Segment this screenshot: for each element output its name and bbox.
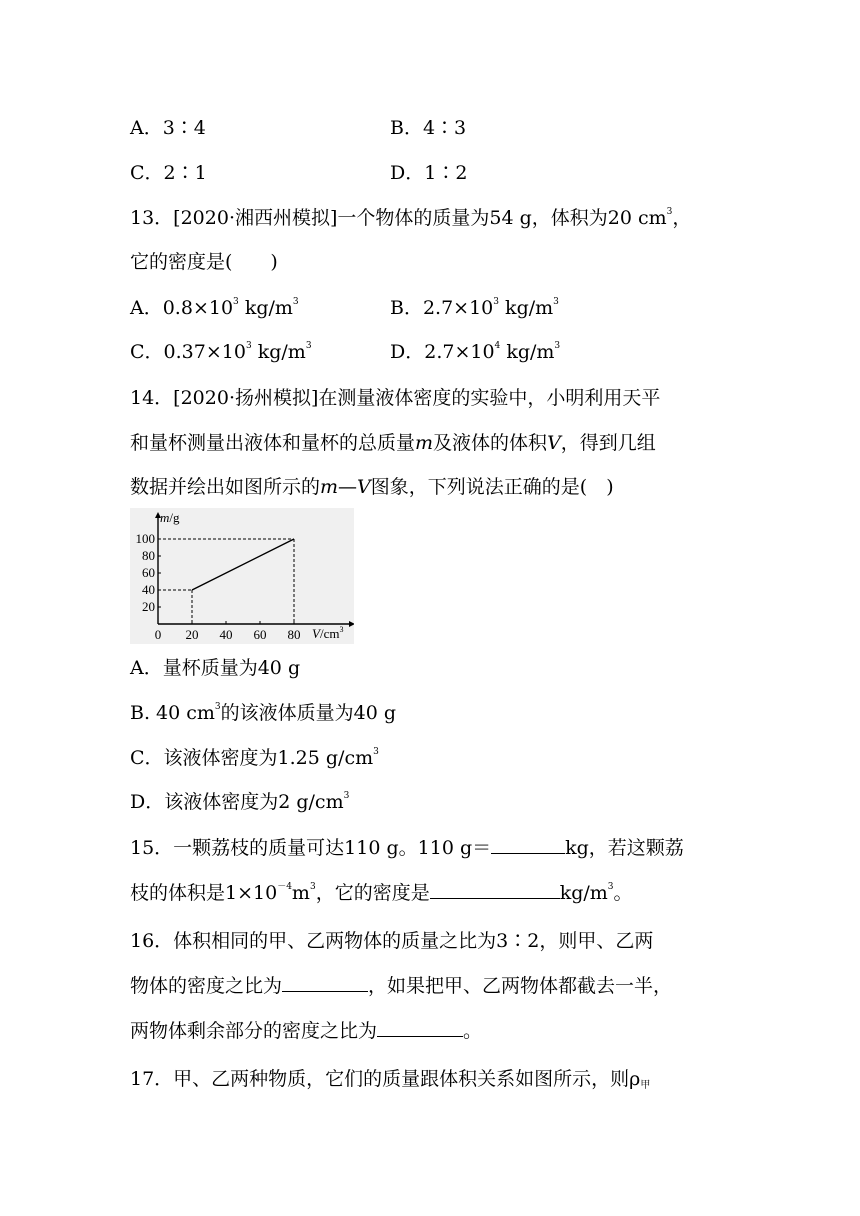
q15-line1: 15．一颗荔枝的质量可达110 g。110 g＝ kg，若这颗荔 — [130, 833, 684, 862]
q17-line1: 17．甲、乙两种物质，它们的质量跟体积关系如图所示，则$\rho_甲$ — [130, 1068, 651, 1091]
chart-x-axis-label: $V/cm^3$ — [312, 625, 344, 641]
q14-stem-line1: 14．[2020·扬州模拟]在测量液体密度的实验中，小明利用天平 — [130, 387, 661, 409]
q13-option-c: C．$0.37\times 10^3$ $kg/m^3$ — [130, 341, 312, 363]
q13-stem-line1: 13．[2020·湘西州模拟]一个物体的质量为54 g，体积为20 $cm^3$， — [130, 207, 692, 229]
x-tick-label: 0 — [154, 627, 162, 642]
q14-option-d: D．该液体密度为2 $g/cm^3$ — [130, 791, 350, 813]
q16-line3: 两物体剩余部分的密度之比为 。 — [130, 1016, 482, 1045]
q15-blank-density[interactable] — [430, 878, 560, 899]
q14-stem-line3: 数据并绘出如图所示的m—V图象，下列说法正确的是( ) — [130, 476, 614, 498]
q15-blank-kg[interactable] — [491, 833, 565, 854]
q12-option-c: C．2∶1 — [130, 162, 207, 184]
y-tick-label: 100 — [135, 531, 155, 546]
q13-option-d: D．$2.7\times 10^4$ $kg/m^3$ — [390, 341, 561, 363]
q12-option-a: A．3∶4 — [130, 117, 206, 139]
q13-stem-line2: 它的密度是( ) — [130, 251, 278, 273]
x-tick-label: 40 — [219, 627, 233, 642]
q16-blank-remaining-ratio[interactable] — [377, 1016, 463, 1037]
q14-option-b: B. 40 $cm^3$的该液体质量为40 g — [130, 702, 397, 724]
q14-option-a: A．量杯质量为40 g — [130, 657, 301, 679]
x-tick-label: 20 — [185, 627, 199, 642]
y-tick-label: 80 — [142, 548, 155, 563]
q13-option-b: B．$2.7\times 10^3$ $kg/m^3$ — [390, 297, 559, 319]
q12-option-d: D．1∶2 — [390, 162, 468, 184]
chart-y-axis-label: m/g — [160, 510, 180, 525]
x-tick-label: 60 — [253, 627, 267, 642]
x-tick-label: 80 — [287, 627, 301, 642]
q16-line1: 16．体积相同的甲、乙两物体的质量之比为3∶2，则甲、乙两 — [130, 930, 654, 952]
y-tick-label: 60 — [142, 565, 155, 580]
mass-volume-chart — [130, 508, 354, 644]
q12-option-b: B．4∶3 — [390, 117, 467, 139]
y-tick-label: 20 — [142, 599, 155, 614]
y-tick-label: 40 — [142, 582, 155, 597]
q16-line2: 物体的密度之比为 ，如果把甲、乙两物体都截去一半， — [130, 971, 672, 1000]
q14-stem-line2: 和量杯测量出液体和量杯的总质量m及液体的体积V，得到几组 — [130, 432, 656, 454]
q16-blank-ratio[interactable] — [282, 971, 368, 992]
q13-option-a: A．$0.8\times 10^3$ $kg/m^3$ — [130, 297, 299, 319]
q14-option-c: C．该液体密度为1.25 $g/cm^3$ — [130, 747, 379, 769]
q15-line2: 枝的体积是$1\times 10^{-4}m^3$，它的密度是 $kg/m^3$。 — [130, 878, 633, 907]
